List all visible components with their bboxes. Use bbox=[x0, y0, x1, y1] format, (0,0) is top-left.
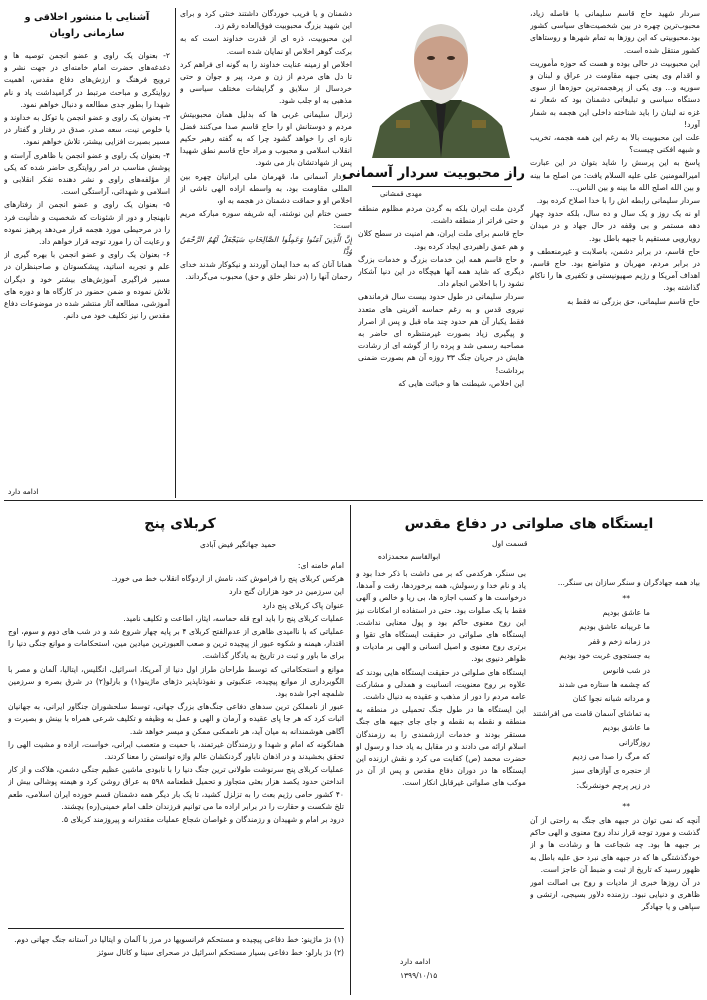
article2-body bbox=[4, 50, 170, 480]
paragraph: سردار آسمانی ما، قهرمان ملی ایرانیان چهره بین المللی مقاومت بود، به واسطه اراده الهی ناشی از اخلاص او و حماقت دشمنان در هجمه به او، bbox=[180, 171, 352, 206]
paragraph: در آن روزها خبری از ماديات و روح بی اصالت امور ظاهری و دنیایی نبود. رزمنده دلاور بسیجی، ارتشی و سپاهی و یا جهادگر bbox=[530, 878, 700, 912]
paragraph: بی سنگر، هرکدمی که بر می داشت با ذکر خدا بود و یاد و نام خدا و رسولش، همه برخوردها، رفت و آمدها، درخواست ها و کسب اجازه ها، بی ریا و خالص و آلهی فقط با یک صلوات بود. حتی در استفاده از امکانات نیز این روح معنوی حاکم بود و پول معنایی نداشت. ایستگاه های صلواتی در حقیقت ایستگاه های تقوا و برتری روح معنوی و اصیل انسانی و الهی بر مادیات و ظواهر دنیوی بود. bbox=[356, 569, 526, 664]
paragraph: عملیات کربلای پنج را باید اوج قله حماسه، ایثار، اطاعت و تکلیف نامید. bbox=[123, 613, 344, 623]
paragraph: سردار سلیمانی در طول حدود بیست سال فرماندهی نیروی قدس و به رغم حماسه آفرینی های متعدد فقط یکبار آن هم حدود چند ماه قبل و پس از اصرار و پیگیری زیاد بصورت غیرمنتظره ای حاضر به مصاحبه رسمی شد و پرده را از گوشه ای از رشادت هایش در جریان جنگ ۳۳ روزه آن هم بصورت ضمنی برداشت! bbox=[358, 292, 524, 375]
paragraph: ژنرال سلیمانی غربی ها که بدلیل همان محبوبیتش مردم و دوستانش او را حاج قاسم صدا می‌کنند فضل نازه ای را خواهد گشود چرا که به گفته رهبر حکیم انقلاب اسلامی و محبوب و مراد حاج قاسم نطق شهیدا پس از شهادتشان باز می شود. bbox=[180, 109, 352, 168]
column-divider bbox=[175, 8, 176, 498]
charter-item: ۲- بعنوان یک راوی و عضو انجمن توصیه ها و دغدغه‌های حضرت امام خامنه‌ای در جهت نشر و ترویج فرهنگ و ارزش‌های دفاع مقدس، اهمیت روایتگری و مباحث مرتبط در گرامیداشت یاد و نام شهدا را بطور جدی مطالعه و دنبال خواهم نمود. bbox=[4, 51, 170, 109]
paragraph: حاج قاسم، در برابر دشمن، باصلابت و غیرمنعطف و در برابر مردم، مهربان و متواضع بود. حاج قاسم، اهداف آمریکا و رژیم صهیونیستی و تکفیری ها را ناکام گذاشته بود. bbox=[530, 246, 700, 293]
paragraph: علت این محبوبیت بالا به رغم این همه هجمه، تخریب و شبهه افکنی چیست؟ bbox=[530, 133, 700, 155]
article3-stars-top: ** bbox=[622, 594, 630, 603]
article1-title: راز محبوبیت سردار آسمانی bbox=[342, 165, 525, 181]
paragraph: و حاج قاسم همه این خدمات بزرگ و خدمات بزرگ دیگری که شاید همه آنها هیچگاه در این دنیا آشکار نشود را با اخلاص انجام داد. bbox=[358, 254, 524, 289]
poem-line: ما عاشق بودیم bbox=[602, 608, 650, 617]
quran-verse: إِنَّ الَّذِينَ آمَنُوا وَعَمِلُوا الصَّالِحَاتِ سَيَجْعَلُ لَهُمُ الرَّحْمَنُ وُدًّا bbox=[180, 234, 352, 256]
verse-line: عنوان پاک کربلای پنج دارد bbox=[262, 600, 344, 610]
poem-line: و مردانه شبانه نجوا کنان bbox=[572, 694, 650, 704]
paragraph: پاسخ به این پرسش را شاید بتوان در این عبارت امیرالمومنین علی علیه السلام یافت: من اصلح ما بینه و بین الله اصلح الله ما بینه و بین الناس... bbox=[530, 158, 700, 192]
poem-line: از حنجره ی آوازهای سبز bbox=[571, 766, 650, 776]
paragraph: سردار سلیمانی رابطه اش را با خدا اصلاح کرده بود. bbox=[536, 196, 700, 206]
article4-footnotes bbox=[8, 934, 344, 994]
paragraph: موانع و استحکاماتی که توسط طراحان طراز اول دنیا از آمریکا، اسرائیل، انگلیس، ایتالیا، آلمان و مصر با الگوبرداری از موانع پیچیده، عنکبوتی و نفوذناپذیر دژهای ماژینو(۱) و بارلو(۲) در شرق بصره و سرزمین شلمچه اجرا شده بود. bbox=[8, 664, 344, 699]
paragraph: همانگونه که امام و شهدا و رزمندگان غیرتمند، با حمیت و متعصب ایرانی، خواست، اراده و مشیت الهی را تحقق بخشیدند و در اذهان ناباور گردنکشان عالم واژه توانستن را معنا کردند. bbox=[8, 739, 344, 762]
poem-line: روزگارانی bbox=[618, 737, 650, 747]
poem-line: که مرگ را صدا می زدیم bbox=[572, 752, 650, 762]
paragraph: حسن ختام این نوشته، آیه شریفه سوره مبارکه مریم است: bbox=[180, 209, 352, 231]
article4-author: حمید جهانگیر فیض آبادی bbox=[200, 540, 277, 549]
article4-body bbox=[8, 560, 344, 915]
article3-stars-bottom: ** bbox=[622, 802, 630, 811]
paragraph: همانا آنان که به خدا ایمان آوردند و نیکوکار شدند خدای رحمان آنها را (در نظر خلق و حق) محبوب می‌گرداند. bbox=[180, 260, 352, 282]
article3-part: قسمت اول bbox=[492, 539, 528, 548]
paragraph: این محبوبیت، ذره ای از قدرت خداوند است که به برکت گوهر اخلاص او نمایان شده است. bbox=[180, 34, 352, 56]
poem-line: در زمانه زخم و قفر bbox=[588, 636, 650, 646]
article4-title: کربلای پنج bbox=[144, 516, 216, 532]
paragraph: آنچه که نمی توان در جبهه های جنگ به راحتی از آن گذشت و مورد توجه قرار نداد روح معنوی و الهی حاکم بر جبهه ها بود. چه شجاعت ها و رشادت ها و از خودگذشتگی ها که در جبهه های نبرد حق علیه باطل به ظهور رسید که تاریخ از ثبت و ضبط آن عاجز است. bbox=[530, 816, 700, 874]
verse-line: این سرزمین در خود هزاران گنج دارد bbox=[229, 587, 344, 597]
portrait-image bbox=[360, 8, 522, 158]
poem-line: به جستجوی غربت خود بودیم bbox=[559, 651, 650, 661]
paragraph: سردار شهید حاج قاسم سلیمانی با فاصله زیاد، محبوب‌ترین چهره در بین شخصیت‌های سیاسی کشور بود.محبوبیتی که این روزها به تمام شهرها و روستاهای کشور منتقل شده است. bbox=[530, 9, 700, 55]
portrait-icon bbox=[360, 8, 522, 158]
article1-col-right bbox=[530, 8, 700, 498]
article3-intro: بیاد همه جهادگران و سنگر سازان بی سنگر... bbox=[557, 578, 700, 587]
paragraph: عملیاتی که با ناامیدی ظاهری از عدم‌الفتح کربلای ۴ بر پایه چهار شروع شد و در شب های دوم و سوم، اوج اقتدار، هیمنه و شکوه عبور از پیچیده ترین و صعب العبورترین میادین مین، استحکامات و موانع جنگی دنیا را برای ما باور و ثبت در تاریخ به یادگار گذاشت. bbox=[8, 627, 344, 661]
paragraph: این محبوبیت در حالی بوده و هست که حوزه مأموریت و اقدام وی یعنی جبهه مقاومت در عراق و لبنان و سوریه و... وی یکی از پرهجمه‌ترین حوزه‌ها از سوی دستگاه سیاسی و تبلیغاتی دشمنان بود که شعار نه غزه نه لبنان را باید شناخته داخلی این هجمه به شمار آورد! bbox=[530, 58, 700, 129]
article2-continue: ادامه دارد bbox=[8, 487, 39, 496]
paragraph: هرکس کربلای پنج را فراموش کند، نامش از اردوگاه انقلاب خط می خورد. bbox=[111, 574, 344, 584]
article3-title: ایستگاه های صلواتی در دفاع مقدس bbox=[404, 516, 654, 532]
article1-author: مهدی قمشانی bbox=[380, 190, 422, 198]
article1-col-middle bbox=[358, 203, 524, 498]
article1-col-left bbox=[180, 8, 352, 498]
footnote: (۲) دژ بارلو: خط دفاعی بسیار مستحکم اسرائیل در صحرای سینا و کانال سوئز bbox=[97, 948, 344, 958]
paragraph: حاج قاسم برای ملت ایران، هم امنیت در سطح کلان و هم عمق راهبردی ایجاد کرده بود. bbox=[358, 229, 524, 251]
paragraph: او نه یک روز و یک سال و ده سال، بلکه حدود چهار دهه مستمر و بی وقفه در حال جهاد و در میدان رویارویی مستقیم با جبهه باطل بود. bbox=[530, 209, 700, 243]
poem-line: که چشمه ها ستاره می شدند bbox=[558, 680, 650, 690]
article3-col-left bbox=[356, 568, 526, 940]
charter-item: ۴- بعنوان یک راوی و عضو انجمن با ظاهری آراسته و پوشش مناسب در امر روایتگری حاضر شده که یکی از مؤلفه‌های راوی و نشر دهنده تفکر انقلابی و اسلامی و شهدائی، آراستگی است. bbox=[4, 150, 170, 197]
paragraph: اخلاص او زمینه عنایت خداوند را به گونه ای فراهم کرد تا دل های مردم از زن و مرد، پیر و جوان و حتی خردسال از سلایق و گرایشات مختلف سیاسی و مذهبی به او جلب شود. bbox=[180, 59, 352, 106]
footnote: (۱) دژ ماژینو: خط دفاعی پیچیده و مستحکم فرانسویها در مرز با آلمان و ایتالیا در آستانه جنگ جهانی دوم. bbox=[14, 935, 344, 944]
paragraph: گردن ملت ایران بلکه به گردن مردم مظلوم منطقه و حتی فراتر از منطقه داشت. bbox=[358, 204, 524, 226]
title-underline bbox=[372, 186, 512, 187]
section-divider bbox=[4, 500, 703, 501]
article3-continue: ادامه دارد bbox=[400, 957, 431, 966]
paragraph: درود بر امام و شهیدان و رزمندگان و غواصان شجاع عملیات مقتدرانه و پیروزمند کربلای ۵. bbox=[61, 815, 344, 825]
paragraph: عملیات کربلای پنج سرنوشت طولانی ترین جنگ دنیا را با نابودی ماشین عظیم جنگی دشمن، هلاکت و از کار انداختن حدود یکصد هزار بعثی متجاوز و تحمیل قطعنامه ۵۹۸ به عراق روشن کرد و هیمنه پوشالی بیش از ۴۰ کشور حامی رژیم بعث را به تزلزل کشید، تا یک بار دیگر همه دشمنان قسم خورده ایران اسلامی، طعم تلخ شکست و حقارت را در برابر اراده ما می توانیم فرزندان خلف امام خمینی(ره) بچشند. bbox=[8, 765, 344, 811]
charter-item: ۶- بعنوان یک راوی و عضو انجمن با بهره گیری از علم و تجربه اساتید، پیشکسوتان و صاحبنظران در مسیر فراگیری آموزش‌های بیشتر خود و دیگران تلاش نموده و ضمن حضور در کارگاه ها و دوره های آموزشی، مطالعه آثار منتشر شده در موضوعات دفاع مقدس را نیز تکلیف خود می دانم. bbox=[4, 250, 170, 321]
footnote-divider bbox=[8, 928, 344, 929]
article3-col-right bbox=[530, 815, 700, 995]
paragraph: حاج قاسم سلیمانی، حق بزرگی نه فقط به bbox=[567, 296, 700, 306]
paragraph: ایستگاه های صلواتی در حقیقت ایستگاه هایی بودند که علاوه بر روح معنویت، انسانیت و همدلی و مشارکت عامه مردم را دور از مذهب و عقیده به دنبال داشت. bbox=[356, 667, 526, 702]
paragraph: این اخلاص، شیطنت ها و خباثت هایی که bbox=[398, 378, 524, 388]
article3-poem bbox=[530, 606, 650, 806]
poem-line: به تماشای آسمان قامت می افراشتند bbox=[532, 708, 650, 718]
paragraph: دشمنان و یا فریب خوردگان داشتند خنثی کرد و برای این شهید بزرگ محبوبیت فوق‌العاده رقم زد. bbox=[180, 9, 352, 31]
column-divider bbox=[350, 505, 351, 995]
article3-author: ابوالقاسم محمدزاده bbox=[378, 552, 441, 561]
article2-title: آشنایی با منشور اخلاقی و سازمانی راویان bbox=[24, 12, 150, 39]
paragraph: عبور از نامملکن ترین سدهای دفاعی جنگ‌های بزرگ جهانی، توسط سلحشوران جنگاور ایرانی، به جهانیان اثبات کرد که هر جا پای عقیده و آرمان و الهی و عمل به وظیفه و تکلیف شرعی همراه با بینش و بصیرت و آگاهی هوشمندانه به میان آید، هر ناممکنی ممکن و میسر خواهد شد. bbox=[8, 702, 344, 736]
paragraph: این ایستگاه ها در طول جنگ تحمیلی در منطقه به منطقه و نقطه به نقطه و جای جای جبهه های جنگ مستقر بودند و خدمات ارزشمندی را به رزمندگان اسلام ارائه می دادند و در مقابل به یاد خدا و رسول او حضرت محمد (ص) کفایت می کرد و نقش ارزنده این ایستگاه ها در دوران دفاع مقدس و پس از آن در موکب های صلواتی غیرقابل انکار است. bbox=[356, 705, 526, 788]
poem-line: ما غریبانه عاشق بودیم bbox=[579, 622, 650, 632]
charter-item: ۳- بعنوان یک راوی و عضو انجمن با توکل به خداوند و با خلوص نیت، سعه صدر، صدق در رفتار و گفتار در مسیر بصیرت افزایی بیشتر، تلاش خواهم نمود. bbox=[4, 113, 170, 147]
article3-date: ۱۳۹۹/۱۰/۱۵ bbox=[400, 971, 438, 980]
poem-line: ما عاشق بودیم bbox=[602, 723, 650, 733]
charter-item: ۵- بعنوان یک راوی و عضو انجمن از رفتارهای نابهنجار و دور از شئونات که شخصیت و شأنیت فرد را در مرحیطی مورد هجمه قرار می‌دهد پرهیز نموده و رعایت آن را مورد توجه قرار خواهم داد. bbox=[4, 200, 170, 247]
paragraph: امام خامنه ای: bbox=[297, 561, 344, 570]
poem-line: در شب فانوس bbox=[603, 665, 650, 675]
poem-line: در زیر پرچم خونشرنگ: bbox=[576, 780, 650, 790]
